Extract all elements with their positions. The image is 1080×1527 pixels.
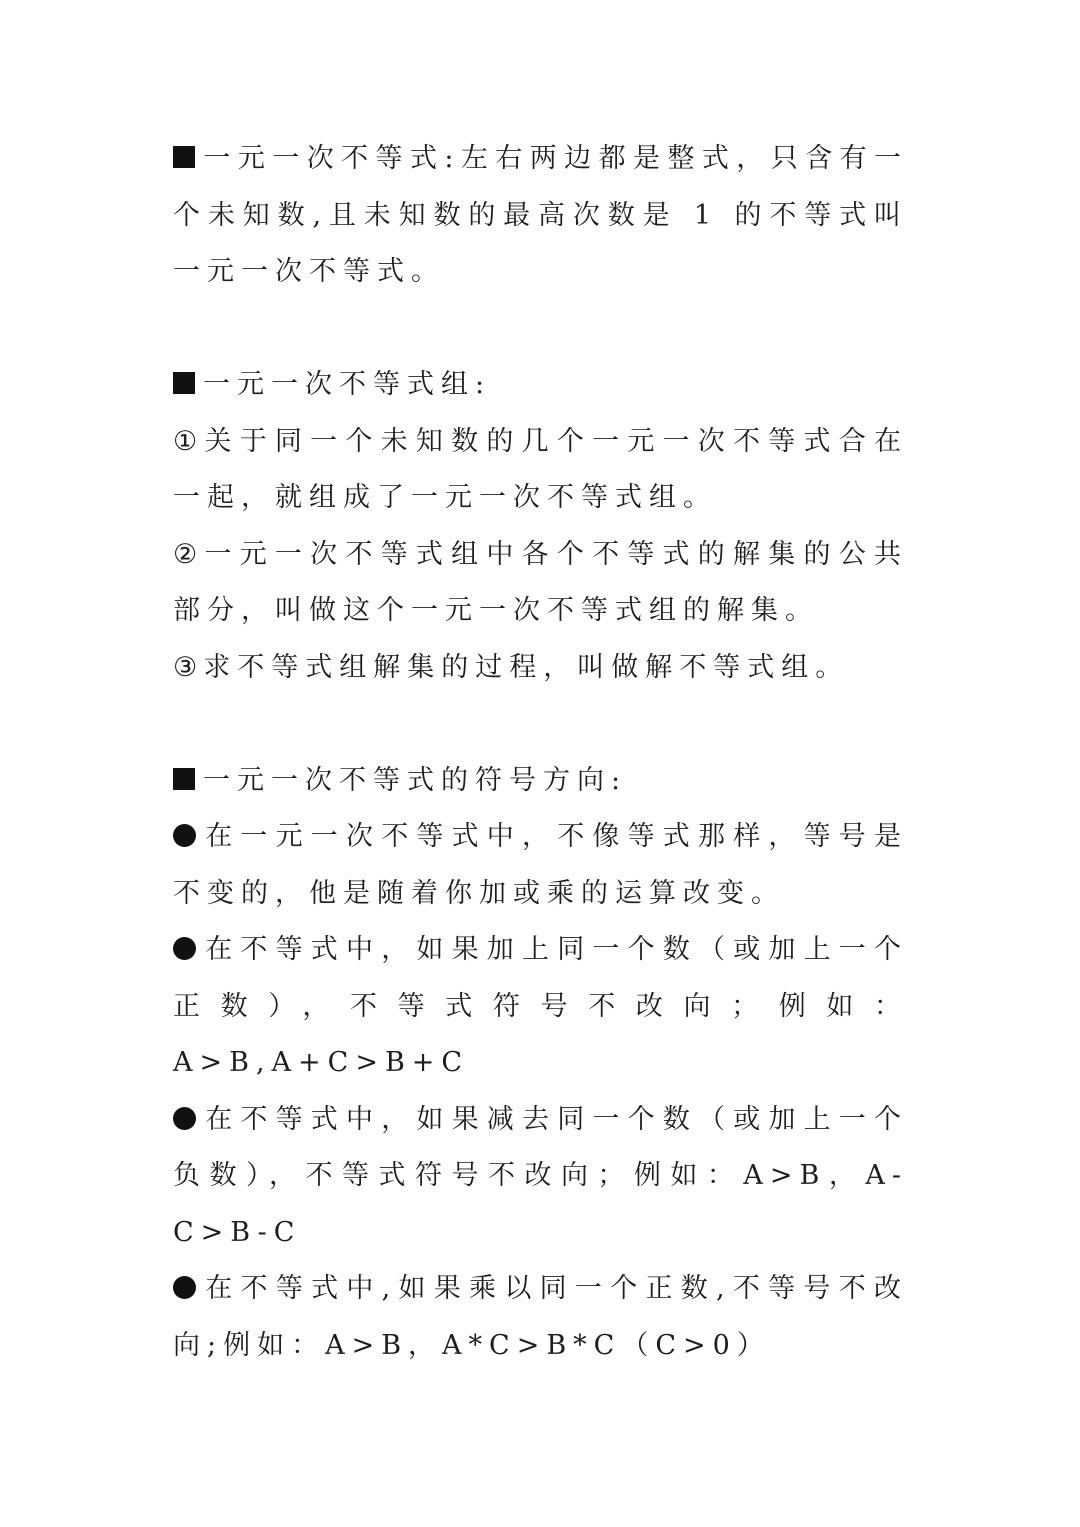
circled-number-2: ② bbox=[173, 538, 199, 570]
item-text: 在不等式中，如果减去同一个数（或加上一个负数），不等式符号不改向；例如：A>B，A-C>B-C bbox=[173, 1103, 908, 1248]
circled-number-1: ① bbox=[173, 425, 199, 457]
section-sign-direction bbox=[173, 753, 908, 1375]
section-system bbox=[173, 357, 908, 696]
numbered-item-1 bbox=[173, 414, 908, 527]
item-text: 一元一次不等式组中各个不等式的解集的公共部分，叫做这个一元一次不等式组的解集。 bbox=[173, 538, 908, 626]
numbered-item-2 bbox=[173, 527, 908, 640]
section-definition bbox=[173, 131, 908, 301]
definition-paragraph bbox=[173, 131, 908, 301]
round-bullet-icon bbox=[173, 1276, 196, 1299]
bullet-item bbox=[173, 1092, 908, 1262]
document-body bbox=[173, 131, 908, 1374]
bullet-item bbox=[173, 1261, 908, 1374]
sign-direction-heading bbox=[173, 753, 908, 810]
square-bullet-icon bbox=[173, 768, 195, 790]
square-bullet-icon bbox=[173, 146, 195, 168]
item-text: 求不等式组解集的过程，叫做解不等式组。 bbox=[203, 651, 850, 683]
heading-text: 一元一次不等式的符号方向: bbox=[203, 764, 628, 796]
bullet-item bbox=[173, 922, 908, 1092]
round-bullet-icon bbox=[173, 824, 196, 847]
item-text: 在一元一次不等式中，不像等式那样，等号是不变的，他是随着你加或乘的运算改变。 bbox=[173, 821, 908, 909]
system-heading bbox=[173, 357, 908, 414]
item-text: 关于同一个未知数的几个一元一次不等式合在一起，就组成了一元一次不等式组。 bbox=[173, 425, 908, 513]
paragraph-text: 一元一次不等式:左右两边都是整式，只含有一个未知数,且未知数的最高次数是 1 的不等式叫一元一次不等式。 bbox=[173, 143, 908, 287]
round-bullet-icon bbox=[173, 937, 196, 960]
item-text: 在不等式中,如果乘以同一个正数,不等号不改向;例如：A>B，A*C>B*C（C>0） bbox=[173, 1273, 908, 1361]
item-text: 在不等式中，如果加上同一个数（或加上一个正数），不等式符号不改向；例如：A>B,A+C>B+C bbox=[173, 934, 908, 1078]
circled-number-3: ③ bbox=[173, 651, 198, 683]
square-bullet-icon bbox=[173, 372, 195, 394]
bullet-item bbox=[173, 809, 908, 922]
numbered-item-3 bbox=[173, 640, 908, 697]
round-bullet-icon bbox=[173, 1107, 196, 1130]
heading-text: 一元一次不等式组: bbox=[203, 369, 492, 400]
